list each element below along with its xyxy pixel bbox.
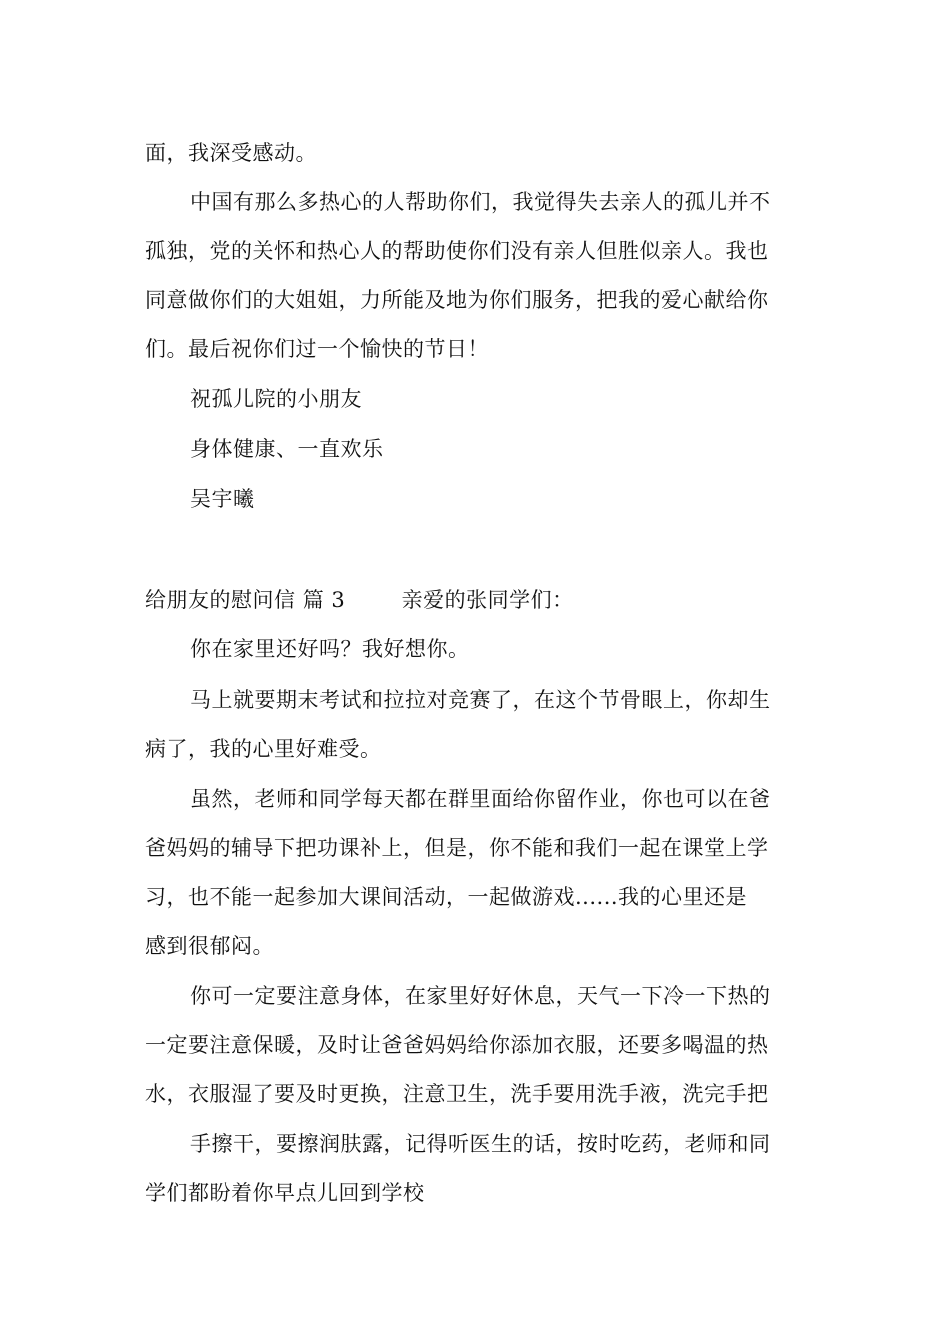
text-line: 习，也不能一起参加大课间活动，一起做游戏......我的心里还是 — [145, 885, 748, 909]
text-line: 你可一定要注意身体，在家里好好休息，天气一下冷一下热的 — [190, 984, 771, 1008]
text-line: 手擦干，要擦润肤露，记得听医生的话，按时吃药，老师和同 — [190, 1132, 771, 1156]
text-line: 学们都盼着你早点儿回到学校 — [145, 1181, 425, 1205]
closing-line: 祝孤儿院的小朋友 — [190, 387, 362, 411]
text-line: 虽然，老师和同学每天都在群里面给你留作业，你也可以在爸 — [190, 787, 771, 811]
text-line: 水，衣服湿了要及时更换，注意卫生，洗手要用洗手液，洗完手把 — [145, 1082, 769, 1106]
text-line: 中国有那么多热心的人帮助你们，我觉得失去亲人的孤儿并不 — [190, 190, 771, 214]
text-line: 同意做你们的大姐姐，力所能及地为你们服务，把我的爱心献给你 — [145, 288, 769, 312]
closing-line: 身体健康、一直欢乐 — [190, 437, 384, 461]
text-line: 面，我深受感动。 — [145, 141, 317, 165]
text-line: 感到很郁闷。 — [145, 934, 274, 958]
section-heading — [145, 580, 825, 620]
salutation: 亲爱的张同学们： — [401, 588, 574, 612]
section-title: 给朋友的慰问信 — [145, 588, 296, 612]
text-line: 孤独，党的关怀和热心人的帮助使你们没有亲人但胜似亲人。我也 — [145, 239, 769, 263]
text-line: 马上就要期末考试和拉拉对竞赛了，在这个节骨眼上，你却生 — [190, 688, 771, 712]
text-line: 病了，我的心里好难受。 — [145, 737, 382, 761]
text-line: 你在家里还好吗？我好想你。 — [190, 637, 470, 661]
text-line: 一定要注意保暖，及时让爸爸妈妈给你添加衣服，还要多喝温的热 — [145, 1033, 769, 1057]
text-line: 们。最后祝你们过一个愉快的节日！ — [145, 337, 489, 361]
text-line: 爸妈妈的辅导下把功课补上，但是，你不能和我们一起在课堂上学 — [145, 836, 769, 860]
signature-name: 吴宇曦 — [190, 487, 255, 511]
section-part: 篇 3 — [302, 588, 346, 612]
